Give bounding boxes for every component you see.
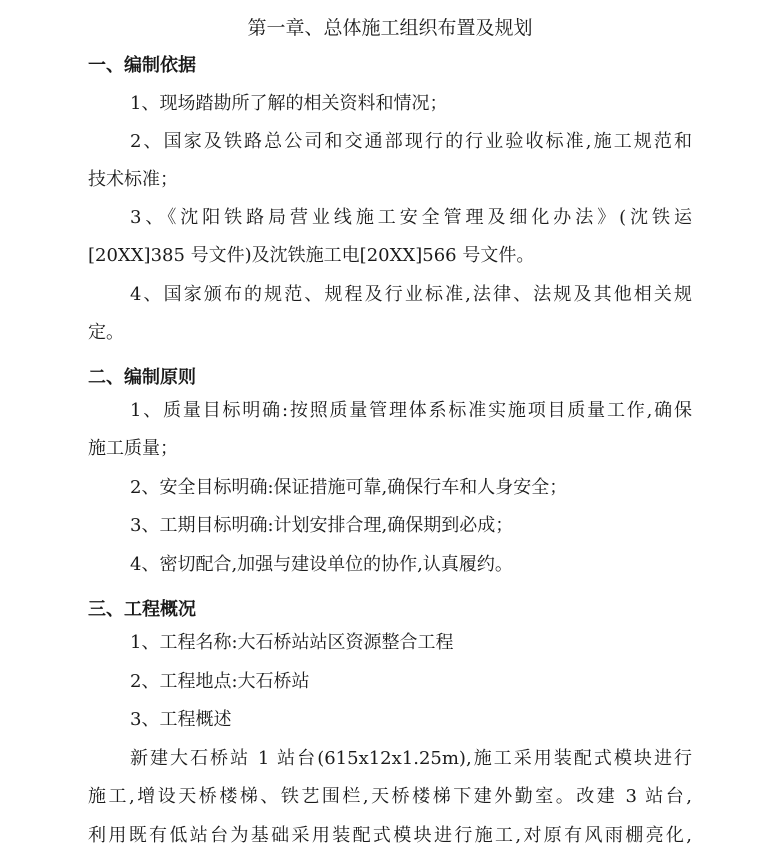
paragraph-line: 1、现场踏勘所了解的相关资料和情况；	[130, 93, 448, 114]
paragraph-line: 4、密切配合,加强与建设单位的协作,认真履约。	[130, 554, 513, 575]
paragraph-line: 施工,增设天桥楼梯、铁艺围栏,天桥楼梯下建外勤室。改建 3 站台,	[88, 786, 692, 807]
paragraph-line: 2、国家及铁路总公司和交通部现行的行业验收标准,施工规范和	[130, 131, 692, 152]
section-heading-principles: 二、编制原则	[88, 367, 196, 388]
page-title: 第一章、总体施工组织布置及规划	[247, 17, 533, 39]
paragraph-line: 3、《沈阳铁路局营业线施工安全管理及细化办法》(沈铁运	[130, 207, 692, 228]
paragraph-line: 2、安全目标明确:保证措施可靠,确保行车和人身安全；	[130, 477, 568, 498]
section-heading-overview: 三、工程概况	[88, 599, 196, 620]
paragraph-line: 1、质量目标明确:按照质量管理体系标准实施项目质量工作,确保	[130, 400, 692, 421]
paragraph-line: 定。	[88, 322, 124, 343]
paragraph-line: 4、国家颁布的规范、规程及行业标准,法律、法规及其他相关规	[130, 284, 692, 305]
paragraph-line: 3、工程概述	[130, 709, 232, 730]
paragraph-line: 施工质量；	[88, 438, 178, 459]
paragraph-line: 技术标准；	[88, 169, 178, 190]
paragraph-line: 2、工程地点:大石桥站	[130, 671, 310, 692]
paragraph-line: 1、工程名称:大石桥站站区资源整合工程	[130, 632, 454, 653]
paragraph-line: 3、工期目标明确:计划安排合理,确保期到必成；	[130, 515, 514, 536]
paragraph-line: 利用既有低站台为基础采用装配式模块进行施工,对原有风雨棚亮化,	[88, 825, 692, 846]
section-heading-basis: 一、编制依据	[88, 55, 196, 76]
paragraph-line: [20XX]385 号文件)及沈铁施工电[20XX]566 号文件。	[88, 245, 535, 266]
paragraph-line: 新建大石桥站 1 站台(615x12x1.25m),施工采用装配式模块进行	[130, 748, 692, 769]
